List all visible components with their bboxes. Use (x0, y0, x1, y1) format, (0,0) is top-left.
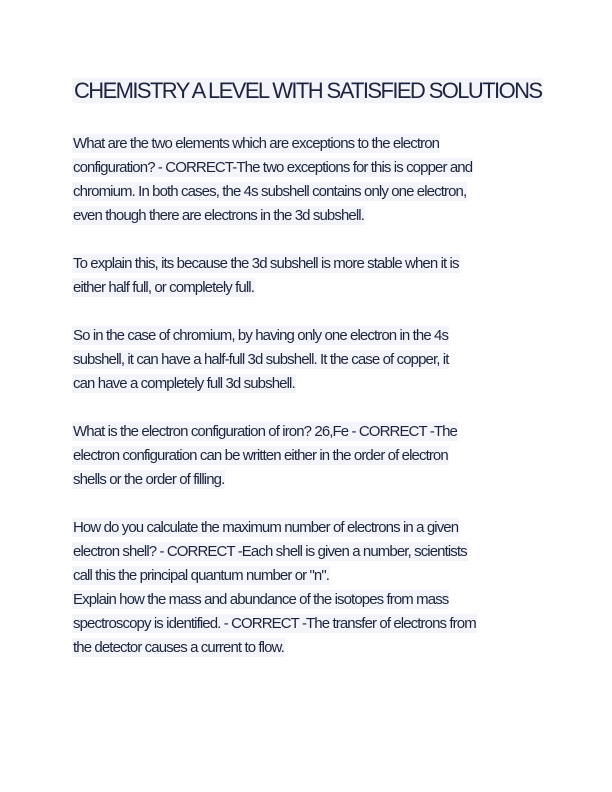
text-line: the detector causes a current to flow. (73, 639, 284, 656)
text-line: electron shell? - CORRECT -Each shell is given a number, scientists (73, 543, 467, 560)
text-line: Explain how the mass and abundance of the isotopes from mass (73, 591, 449, 608)
text-line: What are the two elements which are exceptions to the electron (73, 135, 440, 152)
text-line: even though there are electrons in the 3d subshell. (73, 207, 364, 224)
document-title (72, 76, 542, 106)
text-line: electron configuration can be written either in the order of electron (73, 447, 448, 464)
text-line: subshell, it can have a half-full 3d subshell. It the case of copper, it (73, 351, 449, 368)
text-line: can have a completely full 3d subshell. (73, 375, 295, 392)
document-title-text: CHEMISTRY A LEVEL WITH SATISFIED SOLUTIONS (74, 78, 542, 103)
paragraph-iron (72, 420, 542, 492)
text-line: call this the principal quantum number or "n". (73, 567, 330, 584)
text-line: configuration? - CORRECT-The two exceptions for this is copper and (73, 159, 473, 176)
text-line: How do you calculate the maximum number of electrons in a given (73, 519, 459, 536)
text-line: What is the electron configuration of iron? 26,Fe - CORRECT -The (73, 423, 457, 440)
text-line: spectroscopy is identified. - CORRECT -The transfer of electrons from (73, 615, 476, 632)
document-body (72, 132, 542, 660)
text-line: either half full, or completely full. (73, 279, 254, 296)
text-line: So in the case of chromium, by having only one electron in the 4s (73, 327, 449, 344)
text-line: chromium. In both cases, the 4s subshell contains only one electron, (73, 183, 467, 200)
paragraph-shells-spectroscopy (72, 516, 542, 660)
paragraph-exceptions (72, 132, 542, 228)
paragraph-chromium-copper (72, 324, 542, 396)
text-line: To explain this, its because the 3d subshell is more stable when it is (73, 255, 459, 272)
text-line: shells or the order of filling. (73, 471, 225, 488)
paragraph-explanation (72, 252, 542, 300)
